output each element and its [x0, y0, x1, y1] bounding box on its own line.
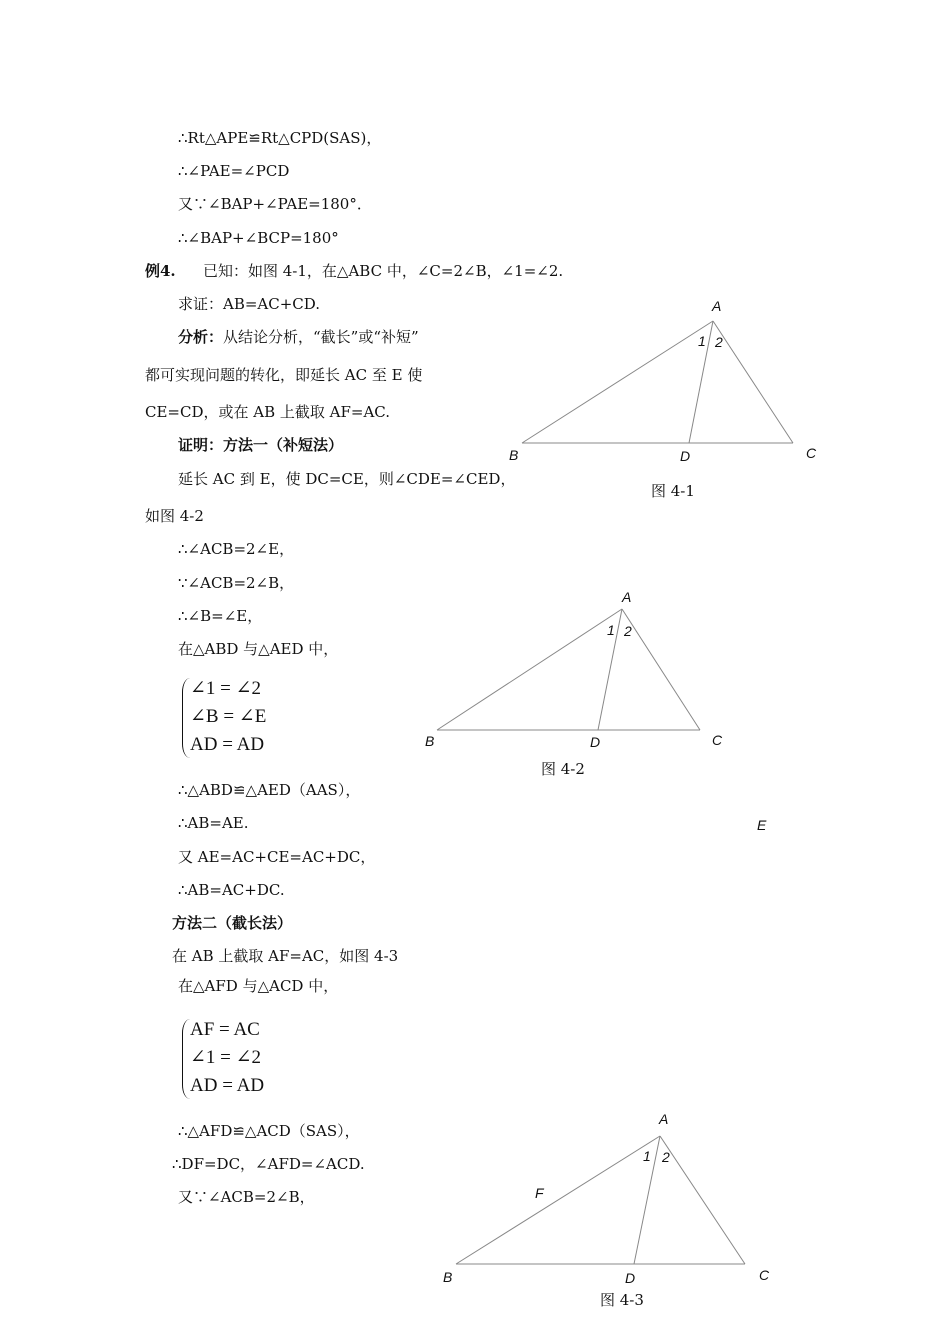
label-c: C — [712, 732, 723, 748]
label-c: C — [806, 445, 817, 461]
label-d: D — [590, 734, 601, 750]
segment-ab — [437, 609, 622, 730]
label-d: D — [680, 448, 691, 464]
step-line: ∴∠PAE=∠PCD — [178, 162, 290, 180]
label-1: 1 — [643, 1148, 651, 1164]
label-2: 2 — [662, 1149, 670, 1165]
segment-ac — [660, 1136, 745, 1264]
label-e: E — [757, 817, 767, 833]
proof-line: ∴AB=AE. — [178, 814, 249, 832]
proof-line: 延长 AC 到 E，使 DC=CE，则∠CDE=∠CED， — [178, 470, 516, 488]
label-a: A — [622, 589, 632, 605]
label-2: 2 — [624, 623, 632, 639]
equation-row: AF = AC — [190, 1019, 260, 1040]
equation-row: ∠1 = ∠2 — [190, 1047, 262, 1068]
proof-line: 又 AE=AC+CE=AC+DC， — [178, 848, 376, 866]
figure-caption: 图 4-2 — [541, 760, 585, 778]
step-line: ∴Rt△APE≌Rt△CPD(SAS)， — [178, 129, 382, 147]
figure-4-2 — [437, 609, 700, 730]
equation-row: AD = AD — [190, 734, 265, 755]
label-a: A — [659, 1111, 669, 1127]
proof-line: 在 AB 上截取 AF=AC，如图 4-3 — [172, 947, 399, 965]
label-d: D — [625, 1270, 636, 1286]
proof-line: 在△AFD 与△ACD 中， — [178, 977, 339, 995]
segment-ac — [713, 321, 793, 443]
equation-row: ∠1 = ∠2 — [190, 678, 262, 699]
label-a: A — [712, 298, 722, 314]
figure-4-3 — [456, 1136, 745, 1264]
figure-4-1 — [522, 321, 793, 443]
analysis-line: CE=CD，或在 AB 上截取 AF=AC. — [145, 403, 391, 421]
segment-ab — [522, 321, 713, 443]
proof-line: ∴AB=AC+DC. — [178, 881, 285, 899]
proof-line: ∴∠ACB=2∠E， — [178, 540, 295, 558]
proof-line: ∵∠ACB=2∠B， — [178, 574, 295, 592]
example-label: 例4. — [145, 262, 176, 280]
label-1: 1 — [607, 622, 615, 638]
method-two-title: 方法二（截长法） — [172, 914, 293, 932]
analysis-label: 分析： — [178, 328, 224, 346]
label-2: 2 — [715, 334, 723, 350]
segment-ab — [456, 1136, 660, 1264]
proof-line: 又∵∠ACB=2∠B， — [178, 1188, 315, 1206]
step-line: 又∵∠BAP+∠PAE=180°． — [178, 195, 372, 213]
label-b: B — [443, 1269, 453, 1285]
method-one-title: 证明：方法一（补短法） — [178, 436, 344, 454]
label-b: B — [509, 447, 519, 463]
proof-line: ∴DF=DC，∠AFD=∠ACD. — [172, 1155, 365, 1173]
proof-line: 在△ABD 与△AED 中， — [178, 640, 339, 658]
label-f: F — [535, 1185, 544, 1201]
analysis-text: 从结论分析，“截长”或“补短” — [223, 328, 419, 346]
label-1: 1 — [698, 333, 706, 349]
step-line: ∴∠BAP+∠BCP=180° — [178, 229, 339, 247]
segment-ac — [622, 609, 700, 730]
example-statement: 已知：如图 4-1，在△ABC 中，∠C=2∠B，∠1=∠2. — [203, 262, 564, 280]
analysis-line: 都可实现问题的转化，即延长 AC 至 E 使 — [145, 366, 423, 384]
figure-caption: 图 4-1 — [651, 482, 695, 500]
proof-line: 如图 4-2 — [145, 507, 204, 525]
proof-line: ∴∠B=∠E， — [178, 607, 263, 625]
figure-caption: 图 4-3 — [600, 1291, 644, 1309]
label-b: B — [425, 733, 435, 749]
equation-row: ∠B = ∠E — [190, 706, 267, 727]
proof-line: ∴△AFD≌△ACD（SAS）， — [178, 1122, 360, 1140]
equation-row: AD = AD — [190, 1075, 265, 1096]
proof-line: ∴△ABD≌△AED（AAS）， — [178, 781, 361, 799]
label-c: C — [759, 1267, 770, 1283]
prove-statement: 求证：AB=AC+CD. — [178, 295, 321, 313]
